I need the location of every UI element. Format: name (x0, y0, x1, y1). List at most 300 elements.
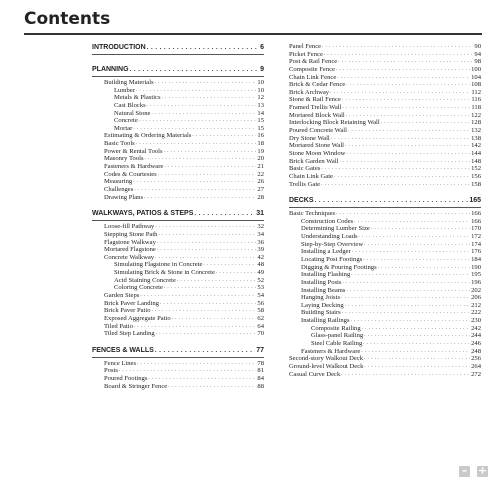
toc-entry[interactable] (92, 79, 264, 87)
toc-entry[interactable] (92, 292, 264, 300)
toc-entry-title: Installing Beams (301, 286, 346, 294)
toc-entry[interactable] (289, 317, 481, 325)
toc-entry[interactable] (289, 248, 481, 256)
toc-entry[interactable] (92, 125, 264, 133)
toc-page-number: 48 (257, 261, 264, 269)
dot-leader (164, 163, 256, 171)
toc-page-number: 272 (471, 370, 481, 378)
toc-page-number: 144 (471, 149, 481, 157)
toc-entry-title: Estimating & Ordering Materials (104, 132, 192, 140)
toc-entry[interactable] (92, 307, 264, 315)
toc-entry-title: Power & Rental Tools (104, 147, 163, 155)
toc-entry-title: Challenges (104, 185, 134, 193)
toc-entry-title: Installing Posts (301, 278, 342, 286)
dot-leader (342, 279, 470, 287)
toc-entry-title: Fasteners & Hardware (104, 163, 164, 171)
toc-entry[interactable] (289, 158, 481, 166)
toc-entry[interactable] (289, 348, 481, 356)
toc-page-number: 195 (471, 271, 481, 279)
toc-entry-title: Chain Link Gate (289, 172, 333, 180)
toc-entry[interactable] (289, 279, 481, 287)
toc-entry[interactable] (92, 102, 264, 110)
toc-entry[interactable] (92, 94, 264, 102)
section-rule (92, 76, 264, 77)
toc-page-number: 202 (471, 286, 481, 294)
toc-entry[interactable] (289, 119, 481, 127)
toc-section-heading[interactable] (92, 65, 264, 75)
dot-leader (342, 104, 470, 112)
toc-entry[interactable] (289, 96, 481, 104)
toc-entry-title: Stone Moon Window (289, 149, 346, 157)
toc-entry-title: PLANNING (92, 66, 129, 73)
dot-leader (341, 294, 470, 302)
toc-page-number: 6 (260, 44, 264, 51)
toc-page-number: 166 (471, 217, 481, 225)
dot-leader (144, 194, 256, 202)
dot-leader (152, 307, 257, 315)
toc-page-number: 100 (471, 65, 481, 73)
dot-leader (359, 233, 471, 241)
dot-leader (136, 87, 257, 95)
toc-entry[interactable] (289, 225, 481, 233)
toc-page-number: 10 (257, 86, 264, 94)
toc-page-number: 116 (471, 96, 481, 104)
dot-leader (342, 310, 470, 318)
dot-leader (324, 51, 474, 59)
dot-leader (322, 43, 473, 51)
toc-entry[interactable] (289, 135, 481, 143)
toc-entry[interactable] (92, 178, 264, 186)
toc-entry[interactable] (289, 66, 481, 74)
toc-page-number: 28 (257, 193, 264, 201)
toc-page-number: 81 (257, 367, 264, 375)
dot-leader (134, 323, 257, 331)
toc-entry[interactable] (92, 231, 264, 239)
toc-entry-title: Step-by-Step Overview (301, 240, 364, 248)
toc-page-number: 52 (257, 276, 264, 284)
toc-page-number: 31 (256, 210, 264, 218)
toc-entry[interactable] (289, 218, 481, 226)
toc-entry[interactable] (289, 104, 481, 112)
toc-entry-title: Board & Stringer Fence (104, 382, 168, 390)
toc-page-number: 62 (257, 314, 264, 322)
toc-entry-title: Metals & Plastics (114, 94, 161, 102)
toc-page-number: 248 (471, 347, 481, 355)
toc-entry-title: Basic Tools (104, 140, 135, 148)
toc-page-number: 20 (257, 155, 264, 163)
dot-leader (145, 155, 257, 163)
toc-column-left (92, 43, 264, 390)
toc-entry-title: Measuring (104, 178, 133, 186)
toc-entry[interactable] (92, 269, 264, 277)
section-gap (92, 57, 264, 65)
toc-entry[interactable] (289, 256, 481, 264)
toc-entry-title: Lumber (114, 86, 135, 94)
toc-entry-title: Garden Steps (104, 292, 140, 299)
dot-leader (168, 383, 256, 391)
dot-leader (130, 65, 260, 75)
dot-leader (351, 317, 471, 325)
toc-page-number: 98 (474, 58, 481, 66)
toc-page-number: 94 (474, 50, 481, 58)
dot-leader (134, 186, 256, 194)
toc-entry[interactable] (289, 165, 481, 173)
toc-page-number: 148 (471, 157, 481, 165)
toc-page-number: 22 (257, 170, 264, 178)
toc-page-number: 242 (471, 324, 481, 332)
dot-leader (364, 363, 470, 371)
dot-leader (177, 277, 257, 285)
toc-entry[interactable] (289, 287, 481, 295)
dot-leader (336, 66, 470, 74)
dot-leader (330, 89, 470, 97)
toc-page-number: 138 (471, 134, 481, 142)
toc-entry[interactable] (92, 155, 264, 163)
toc-entry[interactable] (92, 87, 264, 95)
toc-entry-title: Concrete Walkway (104, 253, 155, 261)
dot-leader (137, 360, 256, 368)
section-rule (92, 54, 264, 55)
toc-page-number: 244 (471, 332, 481, 340)
toc-entry[interactable] (289, 58, 481, 66)
dot-leader (157, 246, 257, 254)
toc-section-heading[interactable] (92, 346, 264, 356)
toc-entry-title: Second-story Walkout Deck (289, 355, 364, 363)
toc-page-number: 34 (257, 230, 264, 238)
toc-entry[interactable] (289, 89, 481, 97)
dot-leader (351, 271, 470, 279)
dot-leader (364, 355, 470, 363)
toc-entry[interactable] (92, 330, 264, 338)
toc-page-number: 15 (257, 124, 264, 132)
toc-page-number: 156 (471, 172, 481, 180)
toc-entry-title: Installing Railings (301, 317, 350, 325)
toc-entry-title: Steel Cable Railing (311, 340, 363, 348)
toc-entry-title: Interlocking Block Retaining Wall (289, 119, 380, 127)
toc-entry[interactable] (92, 239, 264, 247)
toc-page-number: 212 (471, 301, 481, 309)
toc-page-number: 26 (257, 178, 264, 186)
toc-entry-title: INTRODUCTION (92, 44, 146, 51)
toc-entry-title: Coloring Concrete (114, 284, 163, 292)
toc-entry-title: Poured Concrete Wall (289, 127, 347, 135)
toc-entry-title: Concrete (114, 117, 138, 125)
toc-entry-title: Hanging Joists (301, 294, 341, 302)
dot-leader (139, 117, 257, 125)
dot-leader (158, 171, 257, 179)
toc-page-number: 84 (257, 375, 264, 383)
page-title: Contents (24, 9, 111, 29)
section-rule (289, 207, 481, 208)
dot-leader (155, 254, 256, 262)
dot-leader (364, 332, 470, 340)
zoom-in-button[interactable]: + (477, 464, 488, 477)
toc-entry[interactable] (289, 127, 481, 135)
toc-entry[interactable] (289, 51, 481, 59)
toc-section-heading[interactable] (289, 196, 481, 206)
toc-page-number: 190 (471, 263, 481, 271)
toc-page-number: 104 (471, 73, 481, 81)
toc-page-number: 19 (257, 147, 264, 155)
section-rule (92, 357, 264, 358)
toc-entry[interactable] (92, 186, 264, 194)
toc-entry[interactable] (289, 363, 481, 371)
toc-entry[interactable] (289, 310, 481, 318)
toc-entry-title: Basic Techniques (289, 210, 336, 218)
toc-entry[interactable] (289, 81, 481, 89)
toc-entry[interactable] (92, 277, 264, 285)
toc-entry[interactable] (289, 371, 481, 379)
dot-leader (342, 96, 471, 104)
toc-entry[interactable] (92, 323, 264, 331)
dot-leader (331, 135, 470, 143)
toc-entry[interactable] (289, 355, 481, 363)
toc-entry-title: Codes & Courtesies (104, 170, 157, 178)
toc-page-number: 170 (471, 225, 481, 233)
toc-entry-title: DECKS (289, 197, 314, 205)
toc-entry-title: Installing Flashing (301, 271, 351, 279)
dot-leader (352, 248, 470, 256)
dot-leader (133, 178, 256, 186)
toc-entry[interactable] (289, 241, 481, 249)
toc-entry[interactable] (92, 194, 264, 202)
toc-entry[interactable] (289, 294, 481, 302)
toc-entry[interactable] (289, 150, 481, 158)
dot-leader (160, 300, 256, 308)
dot-leader (148, 375, 256, 383)
dot-leader (136, 140, 257, 148)
toc-entry-title: Chain Link Fence (289, 73, 337, 81)
toc-page-number: 42 (257, 253, 264, 261)
toc-page-number: 90 (474, 43, 481, 50)
dot-leader (363, 256, 470, 264)
section-rule (92, 220, 264, 221)
dot-leader (164, 284, 257, 292)
toc-page-number: 88 (257, 382, 264, 390)
toc-page-number: 174 (471, 240, 481, 248)
toc-page-number: 49 (257, 269, 264, 277)
toc-page-number: 165 (469, 197, 481, 205)
dot-leader (346, 150, 470, 158)
dot-leader (315, 196, 469, 206)
toc-entry-title: Brick & Cedar Fence (289, 81, 346, 89)
dot-leader (119, 368, 256, 376)
toc-entry[interactable] (289, 325, 481, 333)
dot-leader (363, 340, 470, 348)
toc-page-number: 256 (471, 355, 481, 363)
toc-entry-title: Brick Paver Landing (104, 299, 159, 307)
toc-entry[interactable] (289, 173, 481, 181)
toc-page-number: 184 (471, 256, 481, 263)
toc-entry-title: Mortared Stone Wall (289, 142, 345, 150)
toc-entry[interactable] (289, 340, 481, 348)
dot-leader (147, 102, 257, 110)
toc-entry[interactable] (92, 246, 264, 254)
toc-entry[interactable] (289, 302, 481, 310)
toc-entry[interactable] (92, 223, 264, 231)
toc-page-number: 16 (257, 132, 264, 140)
toc-page-number: 222 (471, 309, 481, 317)
toc-entry[interactable] (92, 132, 264, 140)
toc-entry[interactable] (289, 181, 481, 189)
toc-entry-title: Stone & Rail Fence (289, 96, 341, 104)
toc-entry-title: Natural Stone (114, 109, 151, 117)
toc-entry[interactable] (92, 110, 264, 118)
toc-entry[interactable] (289, 264, 481, 272)
toc-entry[interactable] (92, 148, 264, 156)
toc-entry[interactable] (92, 254, 264, 262)
toc-page-number: 54 (257, 292, 264, 299)
toc-page-number: 230 (471, 317, 481, 325)
toc-entry-title: Exposed Aggregate Patio (104, 314, 171, 322)
toc-entry[interactable] (289, 43, 481, 51)
toc-page-number: 152 (471, 165, 481, 173)
section-gap (92, 338, 264, 346)
toc-entry[interactable] (289, 271, 481, 279)
dot-leader (194, 209, 255, 219)
toc-page-number: 264 (471, 362, 481, 370)
toc-entry-title: Masonry Tools (104, 155, 144, 163)
toc-entry[interactable] (289, 233, 481, 241)
toc-page-number: 14 (257, 109, 264, 117)
toc-entry-title: Installing a Ledger (301, 248, 351, 256)
dot-leader (338, 58, 473, 66)
toc-entry-title: Dry Stone Wall (289, 134, 330, 142)
toc-entry-title: Acid Staining Concrete (114, 276, 176, 284)
toc-entry-title: Basic Gates (289, 165, 321, 173)
dot-leader (203, 261, 256, 269)
toc-entry[interactable] (92, 375, 264, 383)
dot-leader (158, 231, 256, 239)
toc-page-number: 132 (471, 127, 481, 135)
toc-entry-title: FENCES & WALLS (92, 346, 154, 354)
toc-page-number: 39 (257, 246, 264, 254)
dot-leader (364, 241, 470, 249)
toc-entry-title: Building Materials (104, 79, 154, 86)
toc-page-number: 36 (257, 238, 264, 246)
dot-leader (140, 292, 256, 300)
dot-leader (345, 302, 470, 310)
toc-entry[interactable] (289, 142, 481, 150)
dot-leader (164, 148, 257, 156)
toc-entry-title: Tiled Step Landing (104, 330, 155, 338)
toc-entry[interactable] (289, 210, 481, 218)
toc-entry[interactable] (289, 74, 481, 82)
toc-entry-title: Cast Blocks (114, 101, 146, 109)
toc-page-number: 12 (257, 94, 264, 102)
toc-page-number: 53 (257, 284, 264, 292)
toc-entry-title: Mortared Block Wall (289, 111, 345, 119)
toc-entry[interactable] (92, 284, 264, 292)
dot-leader (354, 218, 470, 226)
dot-leader (337, 74, 470, 82)
toc-page-number: 112 (471, 88, 481, 96)
dot-leader (346, 112, 470, 120)
toc-entry-title: Picket Fence (289, 50, 323, 58)
toc-entry[interactable] (289, 112, 481, 120)
dot-leader (155, 223, 256, 231)
dot-leader (381, 119, 470, 127)
toc-entry[interactable] (92, 163, 264, 171)
dot-leader (321, 181, 470, 189)
toc-entry-title: Fence Lines (104, 359, 137, 367)
toc-entry[interactable] (92, 383, 264, 391)
dot-leader (371, 225, 470, 233)
toc-entry[interactable] (92, 315, 264, 323)
toc-entry-title: Tiled Patio (104, 322, 133, 330)
toc-entry[interactable] (92, 261, 264, 269)
toc-page-number: 32 (257, 223, 264, 231)
toc-page-number: 158 (471, 180, 481, 188)
toc-entry-title: Locating Post Footings (301, 256, 363, 263)
toc-entry[interactable] (92, 300, 264, 308)
toc-page-number: 196 (471, 278, 481, 286)
toc-section-heading[interactable] (92, 209, 264, 219)
toc-page-number: 18 (257, 140, 264, 148)
toc-page-number: 78 (257, 359, 264, 367)
dot-leader (155, 79, 257, 87)
dot-leader (336, 210, 470, 218)
toc-entry-title: Panel Fence (289, 43, 322, 50)
toc-entry-title: Fasteners & Hardware (301, 347, 361, 355)
dot-leader (362, 325, 470, 333)
zoom-out-button[interactable]: – (459, 466, 470, 477)
dot-leader (334, 173, 470, 181)
toc-page-number: 27 (257, 185, 264, 193)
toc-entry[interactable] (92, 171, 264, 179)
dot-leader (172, 315, 257, 323)
toc-entry[interactable] (92, 360, 264, 368)
toc-entry[interactable] (92, 140, 264, 148)
toc-entry[interactable] (289, 332, 481, 340)
toc-page-number: 58 (257, 307, 264, 315)
toc-entry-title: Posts (104, 367, 118, 375)
dot-leader (156, 330, 257, 338)
dot-leader (346, 81, 470, 89)
toc-entry-title: Mortared Flagstone (104, 246, 156, 254)
toc-entry-title: Trellis Gate (289, 180, 321, 188)
dot-leader (155, 346, 255, 356)
toc-column-right (289, 43, 481, 378)
toc-entry-title: Understanding Loads (301, 233, 358, 241)
toc-page-number: 142 (471, 142, 481, 150)
toc-page-number: 108 (471, 81, 481, 89)
toc-entry-title: Framed Trellis Wall (289, 104, 342, 112)
toc-page-number: 64 (257, 322, 264, 330)
toc-page-number: 176 (471, 248, 481, 256)
toc-entry-title: Drawing Plans (104, 193, 144, 201)
toc-entry[interactable] (92, 368, 264, 376)
toc-entry-title: Flagstone Walkway (104, 238, 156, 246)
toc-page-number: 9 (260, 66, 264, 73)
section-gap (289, 188, 481, 196)
toc-entry-title: Composite Railing (311, 324, 361, 332)
toc-entry-title: Construction Codes (301, 217, 354, 225)
toc-entry-title: Brick Archway (289, 88, 330, 96)
toc-section-heading[interactable] (92, 43, 264, 53)
toc-entry[interactable] (92, 117, 264, 125)
dot-leader (321, 165, 470, 173)
toc-page-number: 70 (257, 330, 264, 338)
dot-leader (378, 264, 470, 272)
toc-entry-title: Post & Rail Fence (289, 58, 338, 66)
dot-leader (348, 127, 470, 135)
toc-page-number: 10 (257, 79, 264, 86)
toc-entry-title: Brick Paver Patio (104, 307, 151, 315)
toc-page-number: 13 (257, 101, 264, 109)
dot-leader (345, 142, 470, 150)
toc-entry-title: Loose-fill Pathway (104, 223, 155, 231)
